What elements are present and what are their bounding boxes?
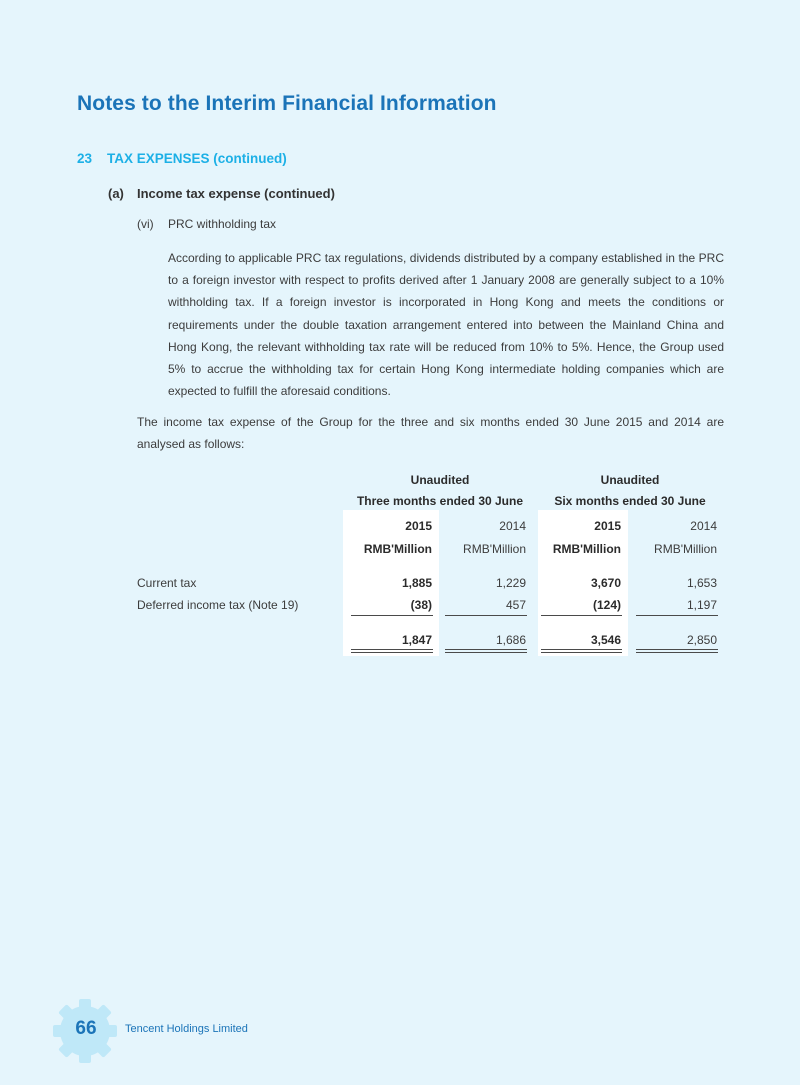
table-cell: 1,885 bbox=[401, 576, 432, 590]
total-double-rule bbox=[351, 652, 433, 653]
table-cell: (124) bbox=[592, 598, 621, 612]
subsection-number: (a) bbox=[108, 186, 124, 201]
subtotal-rule bbox=[445, 615, 527, 616]
section-number: 23 bbox=[77, 151, 93, 166]
subtotal-rule bbox=[541, 615, 622, 616]
total-double-rule bbox=[445, 649, 527, 650]
column-unit: RMB'Million bbox=[363, 542, 432, 556]
total-cell: 3,546 bbox=[590, 633, 621, 647]
total-double-rule bbox=[541, 649, 622, 650]
total-double-rule bbox=[636, 649, 718, 650]
withholding-tax-paragraph: According to applicable PRC tax regulations, dividends distributed by a company established in the PRC to a foreign investor with respect to profits derived after 1 January 2008 are generally subject to a 10% withholding tax. If a foreign investor is incorporated in Hong Kong and meets the conditions or requirements under the double taxation arrangement entered into between the Mainland China and Hong Kong, the relevant withholding tax rate will be reduced from 10% to 5%. Hence, the Group used 5% to accrue the withholding tax for certain Hong Kong intermediate holding companies which are expected to fulfill the aforesaid conditions. bbox=[168, 251, 724, 399]
page-number: 66 bbox=[75, 1018, 97, 1039]
subsection-title: Income tax expense (continued) bbox=[137, 186, 335, 201]
total-cell: 1,686 bbox=[495, 633, 526, 647]
table-cell: 457 bbox=[505, 598, 526, 612]
item-number: (vi) bbox=[137, 217, 154, 231]
subtotal-rule bbox=[351, 615, 433, 616]
table-cell: 3,670 bbox=[590, 576, 621, 590]
item-heading bbox=[137, 217, 276, 231]
column-year: 2014 bbox=[690, 519, 717, 533]
table-cell: (38) bbox=[410, 598, 432, 612]
column-year: 2015 bbox=[405, 519, 432, 533]
table-cell: 1,229 bbox=[495, 576, 526, 590]
item-title: PRC withholding tax bbox=[168, 217, 277, 231]
row-label-current-tax: Current tax bbox=[137, 576, 197, 590]
total-double-rule bbox=[636, 652, 718, 653]
section-title: TAX EXPENSES (continued) bbox=[107, 151, 287, 166]
total-double-rule bbox=[351, 649, 433, 650]
total-cell: 2,850 bbox=[686, 633, 717, 647]
total-double-rule bbox=[445, 652, 527, 653]
income-tax-intro-paragraph: The income tax expense of the Group for the three and six months ended 30 June 2015 and 2014 are analysed as follows: bbox=[137, 415, 724, 452]
group-period-six-months: Six months ended 30 June bbox=[554, 494, 706, 508]
column-unit: RMB'Million bbox=[654, 542, 717, 556]
group-period-three-months: Three months ended 30 June bbox=[356, 494, 524, 508]
company-name: Tencent Holdings Limited bbox=[125, 1023, 248, 1035]
column-year: 2014 bbox=[499, 519, 526, 533]
group-status-three-months: Unaudited bbox=[410, 473, 470, 487]
column-year: 2015 bbox=[594, 519, 621, 533]
section-heading bbox=[77, 151, 287, 166]
total-double-rule bbox=[541, 652, 622, 653]
group-status-six-months: Unaudited bbox=[600, 473, 660, 487]
page-title: Notes to the Interim Financial Information bbox=[77, 92, 497, 115]
subsection-heading bbox=[108, 186, 335, 201]
subtotal-rule bbox=[636, 615, 718, 616]
row-label-deferred-income-tax: Deferred income tax (Note 19) bbox=[137, 598, 299, 612]
table-cell: 1,197 bbox=[686, 598, 717, 612]
total-cell: 1,847 bbox=[401, 633, 432, 647]
column-unit: RMB'Million bbox=[552, 542, 621, 556]
column-unit: RMB'Million bbox=[463, 542, 526, 556]
table-cell: 1,653 bbox=[686, 576, 717, 590]
